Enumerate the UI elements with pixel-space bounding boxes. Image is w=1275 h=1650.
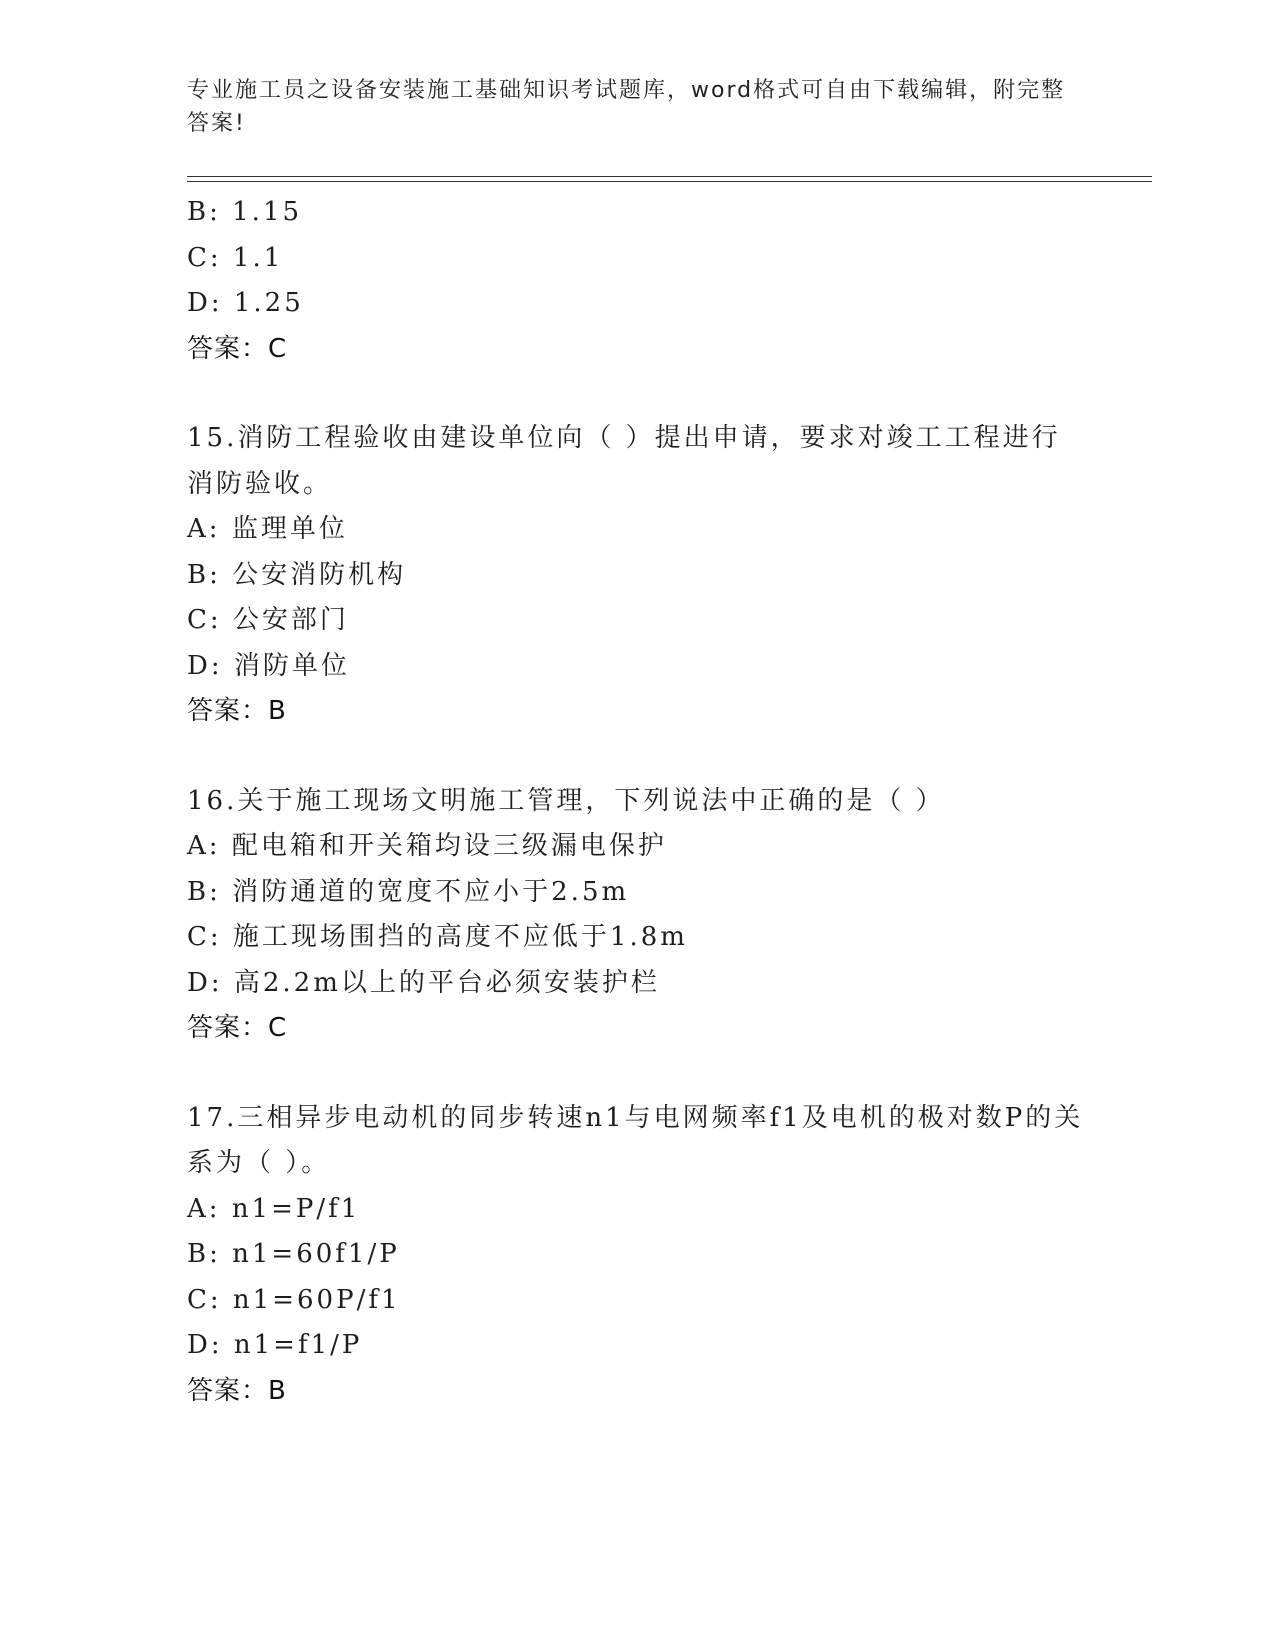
option-line <box>187 915 1087 961</box>
option-line <box>187 1278 1087 1324</box>
option-label: B: <box>187 559 221 590</box>
question-text: 关于施工现场文明施工管理，下列说法中正确的是（ ） <box>237 785 945 816</box>
header-rule-bottom <box>187 181 1152 182</box>
option-line <box>187 281 1087 327</box>
question-text: 三相异步电动机的同步转速n1与电网频率f1及电机的极对数P的关系为（ ）。 <box>187 1102 1084 1178</box>
option-text: 消防单位 <box>233 650 350 681</box>
option-line <box>187 870 1087 916</box>
question-stem <box>187 779 1087 825</box>
option-text: 监理单位 <box>231 514 348 544</box>
header-rule-top <box>187 176 1152 177</box>
option-text: n1=P/f1 <box>231 1193 361 1224</box>
question-stem <box>187 1096 1087 1187</box>
option-label: D: <box>187 967 223 998</box>
option-line <box>187 553 1087 599</box>
answer-line: 答案：C <box>187 333 288 364</box>
option-line <box>187 507 1087 553</box>
option-line <box>187 961 1087 1007</box>
option-text: n1=60P/f1 <box>232 1284 401 1315</box>
question-number: 16. <box>187 785 238 816</box>
question-content <box>187 190 1087 1414</box>
option-label: C: <box>187 1284 222 1315</box>
option-label: B: <box>187 876 221 907</box>
question-stem <box>187 416 1087 507</box>
option-text: 高2.2m以上的平台必须安装护栏 <box>233 967 660 998</box>
option-label: D: <box>187 288 223 318</box>
option-text: 配电箱和开关箱均设三级漏电保护 <box>231 831 667 861</box>
option-label: A: <box>187 1193 221 1224</box>
spacer <box>187 1052 1087 1096</box>
option-label: A: <box>187 831 221 861</box>
answer-line: 答案：C <box>187 1013 288 1043</box>
option-label: C: <box>187 605 222 635</box>
answer-line: 答案：B <box>187 1375 287 1406</box>
option-text: 公安消防机构 <box>232 559 407 590</box>
option-text: 1.1 <box>232 242 284 273</box>
option-line <box>187 1187 1087 1233</box>
option-text: 1.25 <box>233 288 304 318</box>
option-text: 消防通道的宽度不应小于2.5m <box>232 876 630 907</box>
option-label: A: <box>187 514 221 544</box>
option-label: B: <box>187 1239 221 1269</box>
option-label: D: <box>187 650 223 681</box>
option-line <box>187 644 1087 690</box>
document-header: 专业施工员之设备安装施工基础知识考试题库，word格式可自由下载编辑，附完整答案! <box>187 78 1066 136</box>
option-text: 1.15 <box>232 197 303 227</box>
option-text: 公安部门 <box>232 605 349 635</box>
option-text: n1=60f1/P <box>232 1239 400 1269</box>
question-number: 17. <box>187 1102 238 1133</box>
option-line <box>187 190 1087 236</box>
option-line <box>187 236 1087 282</box>
option-line <box>187 824 1087 870</box>
question-text: 消防工程验收由建设单位向（ ）提出申请，要求对竣工工程进行消防验收。 <box>187 423 1061 499</box>
option-text: n1=f1/P <box>233 1330 363 1360</box>
option-line <box>187 598 1087 644</box>
option-label: C: <box>187 242 222 273</box>
option-line <box>187 1323 1087 1369</box>
question-number: 15. <box>187 423 238 453</box>
option-label: C: <box>187 922 222 952</box>
answer-line: 答案：B <box>187 696 287 726</box>
option-label: D: <box>187 1330 223 1360</box>
option-line <box>187 1232 1087 1278</box>
spacer <box>187 372 1087 416</box>
option-label: B: <box>187 197 221 227</box>
spacer <box>187 735 1087 779</box>
option-text: 施工现场围挡的高度不应低于1.8m <box>232 922 688 952</box>
